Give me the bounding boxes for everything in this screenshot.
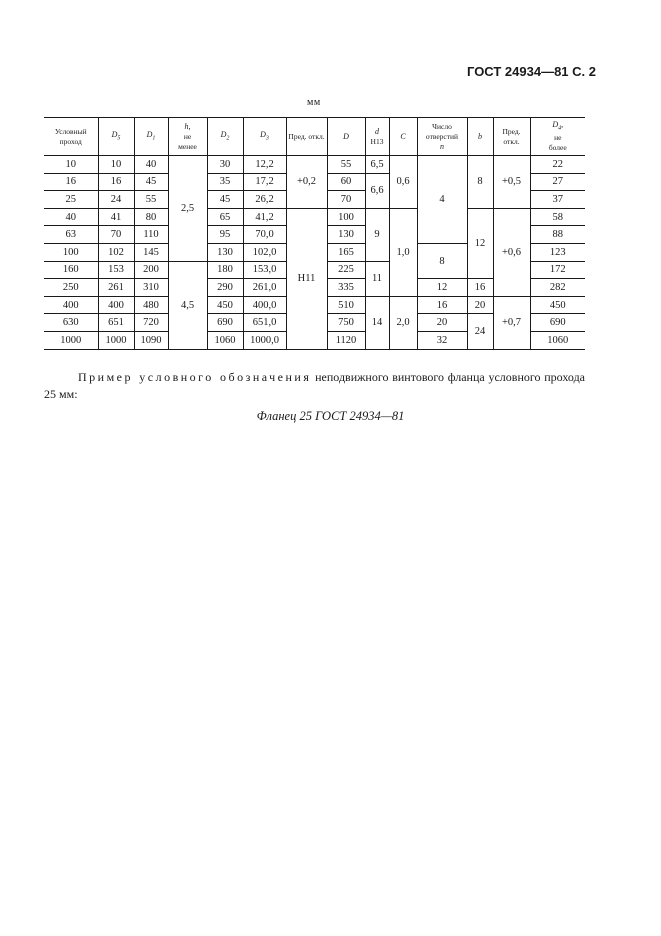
cell-c: 1,0 [389,208,417,296]
header-nominal-bore: Условный проход [44,118,98,156]
cell-d1: 720 [134,314,168,332]
header-c: C [389,118,417,156]
cell-d2: 95 [207,226,243,244]
cell-dn: 1000 [44,331,98,349]
table-header-row [44,118,585,156]
example-lead: Пример условного обозначения [78,370,312,384]
cell-d4: 88 [530,226,585,244]
cell-d4: 1060 [530,331,585,349]
cell-d2: 1060 [207,331,243,349]
header-d1: $D_1$ [134,118,168,156]
cell-d: 11 [365,261,389,296]
cell-d1: 110 [134,226,168,244]
cell-d2: 65 [207,208,243,226]
header-holes: Число отверстий n [417,118,467,156]
cell-c: 2,0 [389,296,417,349]
cell-d2: 180 [207,261,243,279]
cell-d3: 651,0 [243,314,286,332]
cell-D: 750 [327,314,365,332]
cell-holes: 12 [417,279,467,297]
table-row [44,208,585,226]
cell-d2: 450 [207,296,243,314]
cell-d1: 55 [134,191,168,209]
cell-d3: 153,0 [243,261,286,279]
cell-b: 16 [467,279,493,297]
cell-D: 100 [327,208,365,226]
cell-d4: 690 [530,314,585,332]
cell-d: 6,5 [365,156,389,174]
cell-d3: 41,2 [243,208,286,226]
cell-d4: 58 [530,208,585,226]
cell-dn: 400 [44,296,98,314]
cell-d3: 12,2 [243,156,286,174]
cell-c: 0,6 [389,156,417,209]
cell-d1: 80 [134,208,168,226]
cell-d1: 310 [134,279,168,297]
page-header: ГОСТ 24934—81 С. 2 [467,64,596,79]
cell-holes: 16 [417,296,467,314]
cell-d2: 30 [207,156,243,174]
header-d4: $D_4$, не более [530,118,585,156]
header-deviation-2: Пред. откл. [493,118,530,156]
cell-d3: 261,0 [243,279,286,297]
cell-h: 2,5 [168,156,207,262]
cell-d5: 16 [98,173,134,191]
units-label: мм [307,97,321,108]
cell-d4: 22 [530,156,585,174]
cell-dn: 16 [44,173,98,191]
cell-d4: 37 [530,191,585,209]
cell-d5: 400 [98,296,134,314]
example-paragraph [44,369,585,403]
cell-d5: 24 [98,191,134,209]
cell-D: 130 [327,226,365,244]
cell-d5: 10 [98,156,134,174]
cell-d2: 35 [207,173,243,191]
cell-d4: 123 [530,243,585,261]
cell-d2: 690 [207,314,243,332]
cell-d3: 1000,0 [243,331,286,349]
cell-dn: 25 [44,191,98,209]
cell-d3: 70,0 [243,226,286,244]
header-h: h, не менее [168,118,207,156]
cell-d3: 17,2 [243,173,286,191]
header-D: D [327,118,365,156]
cell-dn: 10 [44,156,98,174]
cell-d2: 45 [207,191,243,209]
cell-d5: 1000 [98,331,134,349]
cell-d4: 282 [530,279,585,297]
cell-d2: 290 [207,279,243,297]
cell-d3: 102,0 [243,243,286,261]
cell-d5: 102 [98,243,134,261]
cell-d4: 172 [530,261,585,279]
cell-d3: 26,2 [243,191,286,209]
cell-d5: 651 [98,314,134,332]
cell-D: 165 [327,243,365,261]
cell-dn: 250 [44,279,98,297]
cell-D: 510 [327,296,365,314]
cell-d2: 130 [207,243,243,261]
cell-holes: 8 [417,243,467,278]
cell-holes: 20 [417,314,467,332]
header-d2: $D_2$ [207,118,243,156]
cell-dn: 160 [44,261,98,279]
cell-holes: 4 [417,156,467,244]
header-d5: $D_5$ [98,118,134,156]
header-deviation-1: Пред. откл. [286,118,327,156]
cell-b: 24 [467,314,493,349]
cell-d1: 1090 [134,331,168,349]
cell-d: 14 [365,296,389,349]
cell-d5: 70 [98,226,134,244]
table-row [44,156,585,174]
cell-d5: 41 [98,208,134,226]
cell-h: 4,5 [168,261,207,349]
header-d3: $D_3$ [243,118,286,156]
cell-d3: 400,0 [243,296,286,314]
cell-deviation-1: +0,2 [286,156,327,209]
cell-holes: 32 [417,331,467,349]
cell-d5: 153 [98,261,134,279]
cell-D: 55 [327,156,365,174]
cell-deviation-1: H11 [286,208,327,349]
cell-d5: 261 [98,279,134,297]
flange-dimensions-table [44,117,585,350]
cell-deviation-2: +0,5 [493,156,530,209]
cell-b: 20 [467,296,493,314]
cell-deviation-2: +0,7 [493,296,530,349]
cell-dn: 100 [44,243,98,261]
cell-b: 12 [467,208,493,278]
cell-D: 70 [327,191,365,209]
cell-D: 1120 [327,331,365,349]
cell-dn: 63 [44,226,98,244]
cell-deviation-2: +0,6 [493,208,530,296]
cell-d1: 40 [134,156,168,174]
cell-D: 60 [327,173,365,191]
cell-d1: 45 [134,173,168,191]
cell-D: 225 [327,261,365,279]
cell-d1: 200 [134,261,168,279]
cell-d: 9 [365,208,389,261]
example-text: неподвижного винтового фланца условного прохода 25 мм: [44,370,585,401]
cell-d1: 145 [134,243,168,261]
cell-d4: 27 [530,173,585,191]
header-d: d H13 [365,118,389,156]
header-b: b [467,118,493,156]
cell-D: 335 [327,279,365,297]
cell-d1: 480 [134,296,168,314]
cell-dn: 630 [44,314,98,332]
cell-b: 8 [467,156,493,209]
example-designation: Фланец 25 ГОСТ 24934—81 [256,409,405,423]
cell-dn: 40 [44,208,98,226]
cell-d4: 450 [530,296,585,314]
cell-d: 6,6 [365,173,389,208]
